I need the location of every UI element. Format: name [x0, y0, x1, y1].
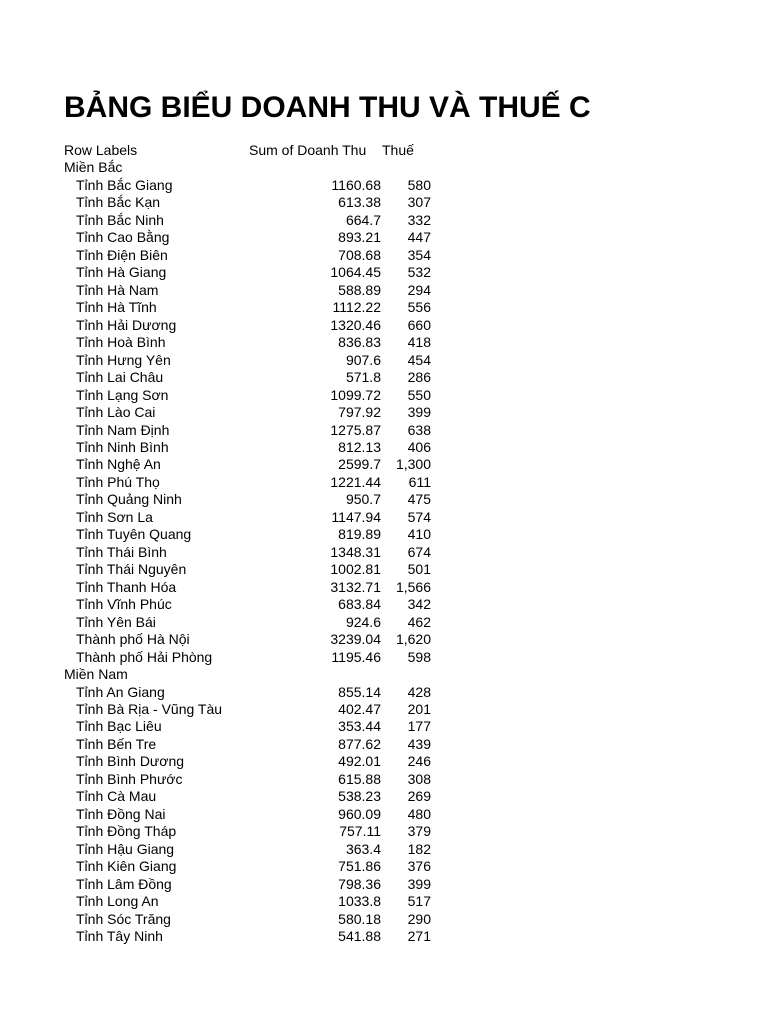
revenue-value: 877.62: [338, 735, 381, 752]
revenue-value: 1348.31: [330, 543, 381, 560]
revenue-value: 1275.87: [330, 421, 381, 438]
table-row: [64, 369, 444, 386]
province-label: Tỉnh Lâm Đồng: [76, 875, 172, 892]
province-label: Tỉnh Hậu Giang: [76, 840, 175, 857]
tax-value: 517: [407, 893, 431, 910]
tax-value: 177: [407, 718, 431, 735]
province-label: Tỉnh Bình Dương: [76, 753, 185, 770]
revenue-value: 615.88: [338, 770, 381, 787]
table-row: [64, 841, 444, 858]
table-row: [64, 264, 444, 281]
table-row: [64, 352, 444, 369]
table-row: [64, 456, 444, 473]
province-label: Tỉnh Long An: [76, 893, 159, 910]
tax-value: 182: [407, 840, 431, 857]
table-row: [64, 194, 444, 211]
table-row: [64, 753, 444, 770]
revenue-value: 492.01: [338, 753, 381, 770]
revenue-value: 1320.46: [330, 316, 381, 333]
table-row: [64, 387, 444, 404]
tax-value: 399: [407, 875, 431, 892]
page-title: BẢNG BIỂU DOANH THU VÀ THUẾ C: [64, 91, 591, 124]
revenue-value: 797.92: [338, 404, 381, 421]
province-label: Tỉnh Phú Thọ: [76, 473, 160, 490]
tax-value: 660: [407, 316, 431, 333]
tax-value: 556: [407, 299, 431, 316]
revenue-value: 664.7: [345, 211, 381, 228]
group-row: [64, 666, 444, 683]
province-label: Thành phố Hải Phòng: [76, 648, 213, 665]
tax-value: 418: [407, 334, 431, 351]
table-row: [64, 858, 444, 875]
revenue-value: 571.8: [345, 369, 381, 386]
province-label: Tỉnh Hưng Yên: [76, 351, 171, 368]
tax-value: 1,566: [395, 578, 431, 595]
province-label: Tỉnh Bắc Giang: [76, 176, 173, 193]
tax-value: 379: [407, 823, 431, 840]
province-label: Tỉnh Đồng Nai: [76, 805, 166, 822]
header-row-labels: Row Labels: [64, 142, 138, 158]
tax-value: 447: [407, 229, 431, 246]
tax-value: 532: [407, 264, 431, 281]
table-row: [64, 509, 444, 526]
tax-value: 580: [407, 176, 431, 193]
tax-value: 1,300: [395, 456, 431, 473]
table-row: [64, 771, 444, 788]
table-row: [64, 177, 444, 194]
pivot-table: [64, 142, 444, 946]
group-label: Miền Nam: [64, 666, 128, 683]
table-row: [64, 614, 444, 631]
tax-value: 611: [408, 473, 431, 490]
revenue-value: 1112.22: [332, 299, 381, 316]
tax-value: 332: [407, 211, 431, 228]
province-label: Tỉnh Tây Ninh: [76, 928, 163, 945]
revenue-value: 613.38: [338, 194, 381, 211]
province-label: Tỉnh Yên Bái: [76, 613, 156, 630]
table-row: [64, 526, 444, 543]
revenue-value: 751.86: [338, 858, 381, 875]
tax-value: 308: [407, 770, 431, 787]
tax-value: 376: [407, 858, 431, 875]
table-row: [64, 649, 444, 666]
table-row: [64, 736, 444, 753]
revenue-value: 757.11: [339, 823, 381, 840]
province-label: Tỉnh Thanh Hóa: [76, 578, 177, 595]
table-row: [64, 876, 444, 893]
tax-value: 462: [407, 613, 431, 630]
revenue-value: 353.44: [338, 718, 381, 735]
revenue-value: 402.47: [338, 701, 381, 717]
tax-value: 286: [407, 369, 431, 386]
province-label: Tỉnh An Giang: [76, 683, 165, 700]
table-row: [64, 788, 444, 805]
revenue-value: 363.4: [345, 840, 381, 857]
province-label: Tỉnh Thái Nguyên: [76, 561, 187, 578]
tax-value: 428: [407, 683, 431, 700]
table-header-row: [64, 142, 444, 159]
province-label: Tỉnh Lào Cai: [76, 404, 156, 421]
revenue-value: 683.84: [338, 596, 381, 613]
province-label: Tỉnh Vĩnh Phúc: [76, 596, 172, 613]
tax-value: 674: [407, 543, 431, 560]
table-row: [64, 474, 444, 491]
tax-value: 399: [407, 404, 431, 421]
table-row: [64, 422, 444, 439]
table-row: [64, 282, 444, 299]
table-row: [64, 928, 444, 945]
table-row: [64, 893, 444, 910]
table-row: [64, 823, 444, 840]
tax-value: 269: [407, 788, 431, 805]
revenue-value: 1064.45: [330, 264, 381, 281]
province-label: Tỉnh Đồng Tháp: [76, 823, 177, 840]
province-label: Tỉnh Thái Bình: [76, 543, 167, 560]
table-row: [64, 596, 444, 613]
table-row: [64, 334, 444, 351]
table-row: [64, 561, 444, 578]
table-row: [64, 544, 444, 561]
table-row: [64, 631, 444, 648]
tax-value: 598: [407, 648, 431, 665]
province-label: Tỉnh Lạng Sơn: [76, 386, 169, 403]
table-row: [64, 404, 444, 421]
group-label: Miền Bắc: [64, 159, 123, 176]
province-label: Tỉnh Hải Dương: [76, 316, 177, 333]
revenue-value: 950.7: [345, 491, 381, 508]
revenue-value: 812.13: [338, 438, 381, 455]
province-label: Tỉnh Kiên Giang: [76, 858, 177, 875]
table-row: [64, 911, 444, 928]
revenue-value: 588.89: [338, 281, 381, 298]
province-label: Tỉnh Hà Giang: [76, 264, 167, 281]
revenue-value: 836.83: [338, 334, 381, 351]
header-revenue: Sum of Doanh Thu: [249, 142, 367, 158]
revenue-value: 580.18: [338, 910, 381, 927]
tax-value: 550: [407, 386, 431, 403]
tax-value: 342: [407, 596, 431, 613]
tax-value: 246: [407, 753, 431, 770]
table-row: [64, 317, 444, 334]
province-label: Tỉnh Ninh Bình: [76, 438, 169, 455]
table-row: [64, 439, 444, 456]
table-row: [64, 701, 444, 718]
revenue-value: 907.6: [345, 351, 381, 368]
table-row: [64, 299, 444, 316]
province-label: Tỉnh Hoà Bình: [76, 334, 166, 351]
province-label: Tỉnh Bến Tre: [76, 735, 157, 752]
province-label: Tỉnh Sơn La: [76, 508, 153, 525]
province-label: Tỉnh Nghệ An: [76, 456, 161, 473]
province-label: Tỉnh Bà Rịa - Vũng Tàu: [76, 701, 223, 717]
province-label: Tỉnh Hà Nam: [76, 281, 159, 298]
revenue-value: 893.21: [338, 229, 381, 246]
tax-value: 1,620: [395, 631, 431, 648]
table-row: [64, 718, 444, 735]
revenue-value: 708.68: [338, 246, 381, 263]
tax-value: 271: [407, 928, 431, 945]
tax-value: 638: [407, 421, 431, 438]
tax-value: 480: [407, 805, 431, 822]
revenue-value: 538.23: [338, 788, 381, 805]
revenue-value: 3132.71: [330, 578, 381, 595]
group-row: [64, 159, 444, 176]
table-row: [64, 247, 444, 264]
revenue-value: 1147.94: [331, 508, 381, 525]
province-label: Tỉnh Bắc Ninh: [76, 211, 164, 228]
revenue-value: 1221.44: [330, 473, 381, 490]
revenue-value: 855.14: [338, 683, 381, 700]
tax-value: 410: [407, 526, 431, 543]
revenue-value: 3239.04: [330, 631, 381, 648]
province-label: Tỉnh Hà Tĩnh: [76, 299, 157, 316]
revenue-value: 960.09: [338, 805, 381, 822]
province-label: Tỉnh Bình Phước: [76, 770, 183, 787]
tax-value: 406: [407, 438, 431, 455]
tax-value: 439: [407, 735, 431, 752]
revenue-value: 924.6: [345, 613, 381, 630]
table-row: [64, 806, 444, 823]
tax-value: 475: [407, 491, 431, 508]
tax-value: 290: [407, 910, 431, 927]
table-row: [64, 212, 444, 229]
province-label: Thành phố Hà Nội: [76, 631, 190, 648]
tax-value: 307: [407, 194, 431, 211]
revenue-value: 1002.81: [330, 561, 381, 578]
revenue-value: 798.36: [338, 875, 381, 892]
province-label: Tỉnh Lai Châu: [76, 369, 164, 386]
province-label: Tỉnh Bạc Liêu: [76, 718, 162, 735]
table-row: [64, 491, 444, 508]
revenue-value: 541.88: [338, 928, 381, 945]
tax-value: 574: [407, 508, 431, 525]
header-tax: Thuế: [382, 142, 414, 158]
revenue-value: 1033.8: [338, 893, 381, 910]
province-label: Tỉnh Tuyên Quang: [76, 526, 192, 543]
province-label: Tỉnh Cao Bằng: [76, 229, 170, 246]
revenue-value: 1099.72: [330, 386, 381, 403]
province-label: Tỉnh Cà Mau: [76, 788, 157, 805]
province-label: Tỉnh Bắc Kạn: [76, 194, 161, 211]
revenue-value: 2599.7: [338, 456, 381, 473]
tax-value: 501: [407, 561, 431, 578]
revenue-value: 1195.46: [331, 648, 381, 665]
revenue-value: 819.89: [338, 526, 381, 543]
tax-value: 201: [407, 701, 431, 717]
province-label: Tỉnh Điện Biên: [76, 246, 168, 263]
province-label: Tỉnh Nam Định: [76, 421, 170, 438]
tax-value: 354: [407, 246, 431, 263]
province-label: Tỉnh Sóc Trăng: [76, 910, 171, 927]
table-row: [64, 229, 444, 246]
tax-value: 454: [407, 351, 431, 368]
table-row: [64, 579, 444, 596]
revenue-value: 1160.68: [331, 176, 381, 193]
province-label: Tỉnh Quảng Ninh: [76, 491, 182, 508]
tax-value: 294: [407, 281, 431, 298]
table-row: [64, 684, 444, 701]
